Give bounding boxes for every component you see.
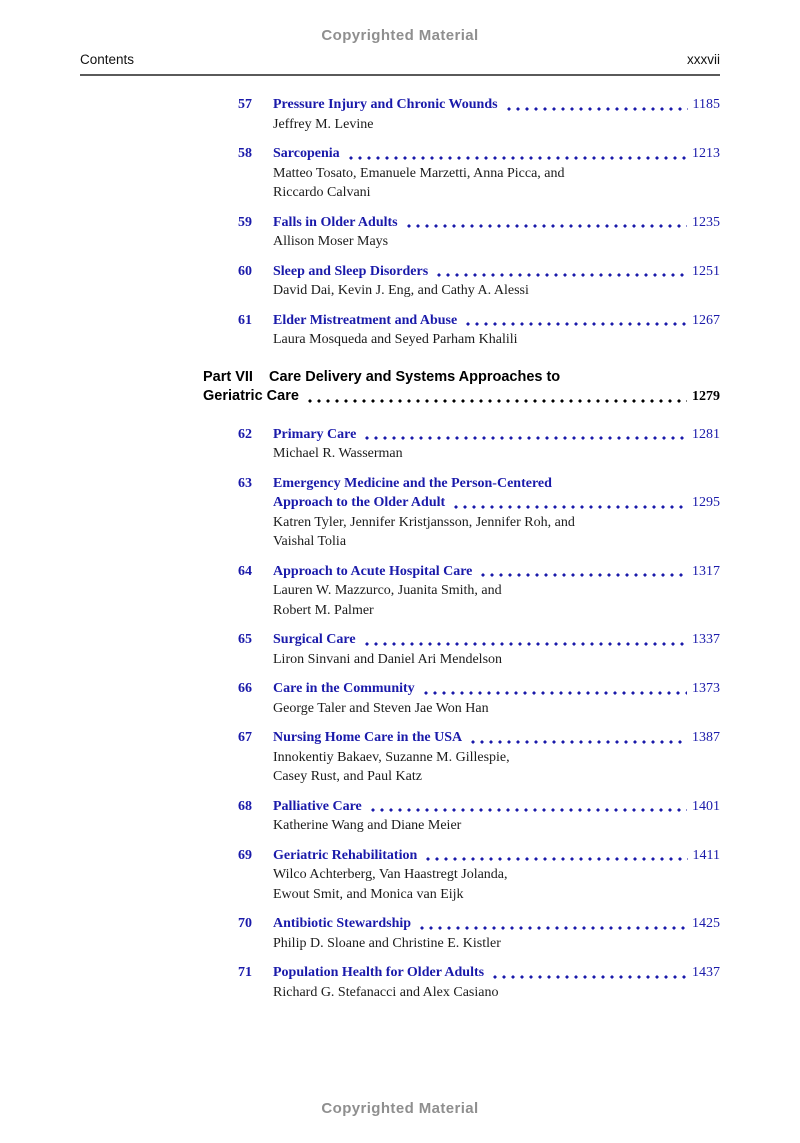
author-line: Riccardo Calvani <box>273 185 371 200</box>
part-title: Geriatric Care <box>203 388 299 404</box>
chapter-number: 64 <box>238 563 252 579</box>
dot-leader <box>424 691 687 695</box>
toc-entry-body <box>273 679 720 718</box>
toc-entry <box>238 728 720 787</box>
toc-entry-body <box>273 474 720 552</box>
dot-leader <box>507 107 688 111</box>
toc-entry <box>238 311 720 350</box>
chapter-number: 57 <box>238 97 252 112</box>
toc-entry <box>238 213 720 252</box>
chapter-title: Elder Mistreatment and Abuse <box>273 312 458 328</box>
chapter-number: 67 <box>238 730 252 745</box>
chapter-title: Geriatric Rehabilitation <box>273 847 418 863</box>
dot-leader <box>308 399 687 403</box>
author-line: Laura Mosqueda and Seyed Parham Khalili <box>273 332 518 347</box>
author-line: Jeffrey M. Levine <box>273 116 374 132</box>
toc-entry-body <box>273 95 720 134</box>
chapter-title-line <box>273 493 720 513</box>
page-number: 1425 <box>692 916 720 931</box>
toc-entry <box>238 846 720 905</box>
toc-entry-body <box>273 425 720 464</box>
chapter-title: Emergency Medicine and the Person-Centered <box>273 475 552 491</box>
toc-entry <box>238 425 720 464</box>
chapter-title-line <box>273 95 720 115</box>
chapter-number: 58 <box>238 146 252 161</box>
author-line: Robert M. Palmer <box>273 602 374 618</box>
toc-entry <box>238 963 720 1002</box>
part-title: Care Delivery and Systems Approaches to <box>268 368 561 385</box>
page-number: 1411 <box>692 847 720 863</box>
chapter-number: 62 <box>238 426 252 442</box>
dot-leader <box>493 975 687 979</box>
chapter-title: Surgical Care <box>273 632 356 647</box>
page-number: 1279 <box>692 389 720 404</box>
bottom-watermark: Copyrighted Material <box>321 1100 479 1117</box>
chapter-title: Sleep and Sleep Disorders <box>273 263 429 279</box>
toc-entry-body <box>273 311 720 350</box>
part-title-line <box>203 368 720 388</box>
chapter-number: 65 <box>238 632 252 647</box>
author-line: Richard G. Stefanacci and Alex Casiano <box>273 984 499 1000</box>
page-number: 1317 <box>692 563 720 579</box>
chapter-title-line <box>273 144 720 164</box>
author-line: Allison Moser Mays <box>273 234 389 249</box>
toc-entry <box>238 914 720 953</box>
page-number: 1401 <box>692 798 720 814</box>
chapter-title: Primary Care <box>273 426 357 442</box>
toc-entry <box>238 630 720 669</box>
author-line: Lauren W. Mazzurco, Juanita Smith, and <box>273 583 502 598</box>
chapter-title: Nursing Home Care in the USA <box>273 730 463 745</box>
running-head <box>80 52 720 76</box>
chapter-number: 61 <box>238 312 252 328</box>
author-line: Philip D. Sloane and Christine E. Kistler <box>273 935 501 951</box>
page-number: 1267 <box>692 312 720 328</box>
dot-leader <box>420 926 687 930</box>
author-line: Katherine Wang and Diane Meier <box>273 818 462 833</box>
chapter-number: 59 <box>238 214 252 230</box>
dot-leader <box>437 273 687 277</box>
toc-entry <box>238 262 720 301</box>
toc-entry-body <box>273 728 720 787</box>
dot-leader <box>471 740 687 744</box>
chapter-number: 66 <box>238 681 252 696</box>
dot-leader <box>481 573 687 577</box>
author-line: Matteo Tosato, Emanuele Marzetti, Anna Picca, and <box>273 165 565 181</box>
chapter-title-line <box>273 914 720 934</box>
page-number: 1373 <box>692 681 720 696</box>
toc-entry-body <box>273 144 720 203</box>
page-number: 1185 <box>692 97 720 112</box>
chapter-title: Approach to the Older Adult <box>273 495 446 510</box>
toc-entry-body <box>273 562 720 621</box>
toc-entry-body <box>273 797 720 836</box>
toc-entry <box>238 679 720 718</box>
page-number: 1213 <box>692 146 720 161</box>
author-line: Ewout Smit, and Monica van Eijk <box>273 886 464 902</box>
toc-entry-body <box>273 914 720 953</box>
chapter-title-line <box>273 679 720 699</box>
toc-entry-body <box>273 846 720 905</box>
chapter-title: Sarcopenia <box>273 146 340 161</box>
chapter-title-line <box>273 213 720 233</box>
part-title-line <box>203 387 720 407</box>
page-content <box>80 52 720 1012</box>
author-line: Wilco Achterberg, Van Haastregt Jolanda, <box>273 867 508 882</box>
chapter-number: 60 <box>238 263 252 279</box>
toc-entry-body <box>273 963 720 1002</box>
chapter-number: 63 <box>238 475 252 491</box>
page-folio: xxxvii <box>687 52 720 67</box>
page-number: 1295 <box>692 495 720 510</box>
toc-entry <box>238 474 720 552</box>
dot-leader <box>454 505 687 509</box>
chapter-title-line <box>273 963 720 983</box>
author-line: Michael R. Wasserman <box>273 446 403 461</box>
author-line: Vaishal Tolia <box>273 534 347 549</box>
author-line: George Taler and Steven Jae Won Han <box>273 700 489 716</box>
page-number: 1337 <box>692 632 720 647</box>
part-label: Part VII <box>203 368 253 385</box>
chapter-title-line <box>273 474 720 494</box>
running-head-title: Contents <box>80 52 135 67</box>
page-number: 1235 <box>692 214 720 230</box>
chapter-number: 68 <box>238 798 252 814</box>
page-number: 1281 <box>692 426 720 442</box>
author-line: David Dai, Kevin J. Eng, and Cathy A. Alessi <box>273 283 529 298</box>
chapter-title-line <box>273 846 720 866</box>
chapter-title-line <box>273 630 720 650</box>
toc-entry <box>238 562 720 621</box>
toc-entry <box>238 797 720 836</box>
author-line: Katren Tyler, Jennifer Kristjansson, Jennifer Roh, and <box>273 514 575 530</box>
chapter-title: Approach to Acute Hospital Care <box>273 563 473 579</box>
chapter-title: Pressure Injury and Chronic Wounds <box>273 97 498 112</box>
dot-leader <box>365 642 687 646</box>
chapter-number: 70 <box>238 916 252 931</box>
dot-leader <box>407 224 687 228</box>
page-number: 1387 <box>692 730 720 745</box>
chapter-title-line <box>273 728 720 748</box>
toc-entry <box>238 95 720 134</box>
chapter-title: Palliative Care <box>273 798 362 814</box>
toc-entry <box>238 144 720 203</box>
chapter-number: 69 <box>238 847 252 863</box>
chapter-number: 71 <box>238 965 252 980</box>
chapter-title-line <box>273 797 720 817</box>
chapter-title: Population Health for Older Adults <box>273 965 485 980</box>
chapter-title-line <box>273 311 720 331</box>
page-number: 1251 <box>692 263 720 279</box>
author-line: Liron Sinvani and Daniel Ari Mendelson <box>273 651 503 667</box>
dot-leader <box>466 322 687 326</box>
chapter-title-line <box>273 262 720 282</box>
author-line: Innokentiy Bakaev, Suzanne M. Gillespie, <box>273 749 510 765</box>
toc-entry-body <box>273 213 720 252</box>
dot-leader <box>349 156 687 160</box>
chapter-title: Antibiotic Stewardship <box>273 916 412 931</box>
top-watermark: Copyrighted Material <box>321 27 479 44</box>
toc-entry-body <box>273 262 720 301</box>
chapter-title: Falls in Older Adults <box>273 214 398 230</box>
dot-leader <box>365 436 687 440</box>
page-number: 1437 <box>692 965 720 980</box>
chapter-title-line <box>273 425 720 445</box>
dot-leader <box>371 808 687 812</box>
chapter-title-line <box>273 562 720 582</box>
part-heading <box>203 368 720 407</box>
author-line: Casey Rust, and Paul Katz <box>273 769 422 784</box>
toc-entry-body <box>273 630 720 669</box>
dot-leader <box>426 857 687 861</box>
chapter-title: Care in the Community <box>273 681 415 696</box>
toc-list <box>80 76 720 1002</box>
